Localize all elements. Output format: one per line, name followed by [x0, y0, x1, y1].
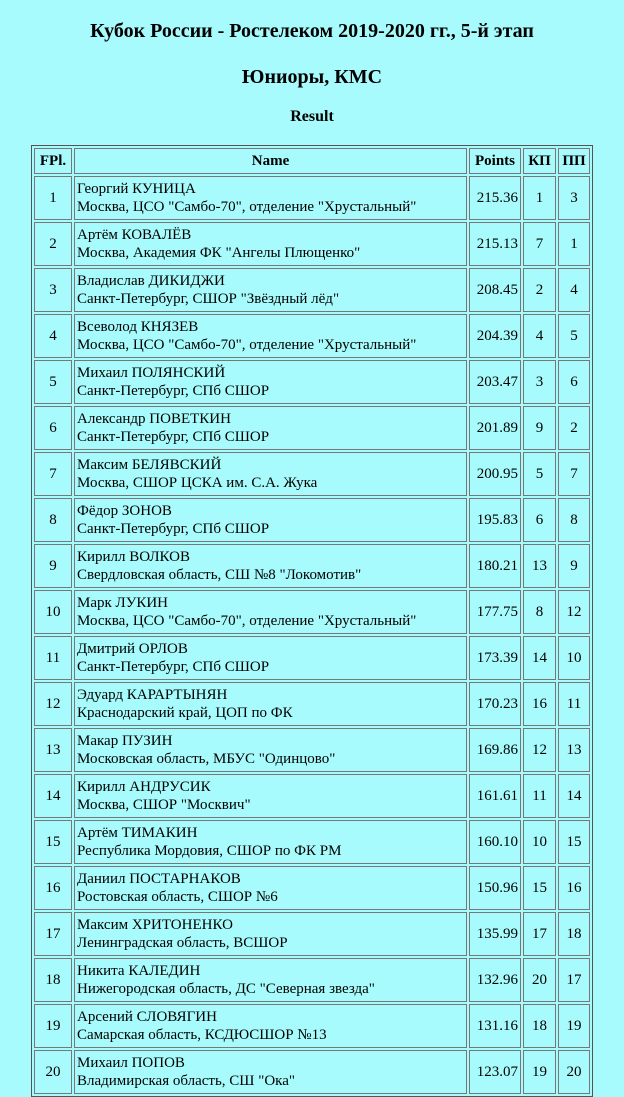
- place-cell: 13: [34, 728, 72, 772]
- skater-name: Даниил ПОСТАРНАКОВ: [77, 871, 241, 887]
- skater-cell: [74, 268, 467, 312]
- points-cell: 169.86: [469, 728, 521, 772]
- points-cell: 203.47: [469, 360, 521, 404]
- table-header-row: [34, 148, 590, 174]
- skater-club: Москва, ЦСО "Самбо-70", отделение "Хрустальный": [77, 337, 417, 353]
- table-row: [34, 1004, 590, 1048]
- points-cell: 177.75: [469, 590, 521, 634]
- skater-club: Москва, ЦСО "Самбо-70", отделение "Хрустальный": [77, 199, 417, 215]
- skater-club: Санкт-Петербург, СПб СШОР: [77, 429, 270, 445]
- points-cell: 131.16: [469, 1004, 521, 1048]
- skater-name: Макар ПУЗИН: [77, 733, 173, 749]
- points-cell: 150.96: [469, 866, 521, 910]
- points-cell: 200.95: [469, 452, 521, 496]
- points-cell: 201.89: [469, 406, 521, 450]
- skater-name: Марк ЛУКИН: [77, 595, 168, 611]
- pp-cell: 15: [558, 820, 590, 864]
- place-cell: 1: [34, 176, 72, 220]
- page-title: Кубок России - Ростелеком 2019-2020 гг., 5-й этап: [90, 20, 534, 42]
- skater-name: Арсений СЛОВЯГИН: [77, 1009, 217, 1025]
- table-row: [34, 682, 590, 726]
- table-row: [34, 820, 590, 864]
- place-cell: 18: [34, 958, 72, 1002]
- kp-cell: 7: [523, 222, 556, 266]
- points-cell: 180.21: [469, 544, 521, 588]
- pp-cell: 1: [558, 222, 590, 266]
- kp-cell: 17: [523, 912, 556, 956]
- place-cell: 15: [34, 820, 72, 864]
- table-row: [34, 636, 590, 680]
- skater-cell: [74, 176, 467, 220]
- points-cell: 160.10: [469, 820, 521, 864]
- skater-cell: [74, 682, 467, 726]
- pp-cell: 18: [558, 912, 590, 956]
- points-cell: 215.13: [469, 222, 521, 266]
- skater-cell: [74, 866, 467, 910]
- place-cell: 10: [34, 590, 72, 634]
- pp-cell: 8: [558, 498, 590, 542]
- place-cell: 5: [34, 360, 72, 404]
- points-cell: 170.23: [469, 682, 521, 726]
- skater-name: Дмитрий ОРЛОВ: [77, 641, 188, 657]
- pp-cell: 4: [558, 268, 590, 312]
- pp-cell: 16: [558, 866, 590, 910]
- kp-cell: 3: [523, 360, 556, 404]
- kp-cell: 5: [523, 452, 556, 496]
- place-cell: 16: [34, 866, 72, 910]
- table-row: [34, 222, 590, 266]
- place-cell: 20: [34, 1050, 72, 1094]
- skater-club: Ростовская область, СШОР №6: [77, 889, 278, 905]
- skater-name: Никита КАЛЕДИН: [77, 963, 201, 979]
- table-row: [34, 912, 590, 956]
- table-row: [34, 544, 590, 588]
- skater-name: Кирилл ВОЛКОВ: [77, 549, 191, 565]
- column-header-name: Name: [74, 148, 467, 174]
- place-cell: 17: [34, 912, 72, 956]
- skater-club: Санкт-Петербург, СПб СШОР: [77, 521, 270, 537]
- kp-cell: 1: [523, 176, 556, 220]
- section-title: Result: [290, 108, 334, 125]
- kp-cell: 20: [523, 958, 556, 1002]
- kp-cell: 6: [523, 498, 556, 542]
- points-cell: 173.39: [469, 636, 521, 680]
- kp-cell: 18: [523, 1004, 556, 1048]
- table-row: [34, 360, 590, 404]
- skater-name: Кирилл АНДРУСИК: [77, 779, 211, 795]
- points-cell: 204.39: [469, 314, 521, 358]
- pp-cell: 14: [558, 774, 590, 818]
- table-row: [34, 314, 590, 358]
- pp-cell: 7: [558, 452, 590, 496]
- skater-cell: [74, 820, 467, 864]
- skater-club: Московская область, МБУС "Одинцово": [77, 751, 336, 767]
- skater-name: Александр ПОВЕТКИН: [77, 411, 231, 427]
- table-row: [34, 590, 590, 634]
- skater-name: Артём ТИМАКИН: [77, 825, 198, 841]
- pp-cell: 5: [558, 314, 590, 358]
- skater-cell: [74, 1004, 467, 1048]
- skater-name: Михаил ПОПОВ: [77, 1055, 185, 1071]
- column-header-kp: КП: [523, 148, 556, 174]
- category-title: Юниоры, КМС: [241, 66, 383, 88]
- points-cell: 208.45: [469, 268, 521, 312]
- skater-name: Георгий КУНИЦА: [77, 181, 196, 197]
- kp-cell: 14: [523, 636, 556, 680]
- place-cell: 19: [34, 1004, 72, 1048]
- skater-cell: [74, 222, 467, 266]
- pp-cell: 17: [558, 958, 590, 1002]
- skater-cell: [74, 498, 467, 542]
- column-header-points: Points: [469, 148, 521, 174]
- skater-name: Максим ХРИТОНЕНКО: [77, 917, 233, 933]
- table-row: [34, 176, 590, 220]
- points-cell: 123.07: [469, 1050, 521, 1094]
- points-cell: 132.96: [469, 958, 521, 1002]
- skater-club: Москва, ЦСО "Самбо-70", отделение "Хрустальный": [77, 613, 417, 629]
- pp-cell: 11: [558, 682, 590, 726]
- table-row: [34, 498, 590, 542]
- kp-cell: 9: [523, 406, 556, 450]
- kp-cell: 13: [523, 544, 556, 588]
- skater-cell: [74, 636, 467, 680]
- skater-name: Артём КОВАЛЁВ: [77, 227, 192, 243]
- skater-cell: [74, 406, 467, 450]
- skater-name: Фёдор ЗОНОВ: [77, 503, 172, 519]
- kp-cell: 4: [523, 314, 556, 358]
- skater-cell: [74, 360, 467, 404]
- skater-club: Санкт-Петербург, СШОР "Звёздный лёд": [77, 291, 340, 307]
- kp-cell: 15: [523, 866, 556, 910]
- skater-club: Москва, СШОР ЦСКА им. С.А. Жука: [77, 475, 318, 491]
- skater-cell: [74, 452, 467, 496]
- skater-club: Краснодарский край, ЦОП по ФК: [77, 705, 293, 721]
- pp-cell: 6: [558, 360, 590, 404]
- kp-cell: 19: [523, 1050, 556, 1094]
- table-row: [34, 1050, 590, 1094]
- place-cell: 11: [34, 636, 72, 680]
- skater-club: Москва, СШОР "Москвич": [77, 797, 251, 813]
- skater-club: Нижегородская область, ДС "Северная звезда": [77, 981, 375, 997]
- column-header-pp: ПП: [558, 148, 590, 174]
- pp-cell: 9: [558, 544, 590, 588]
- skater-cell: [74, 958, 467, 1002]
- skater-club: Санкт-Петербург, СПб СШОР: [77, 383, 270, 399]
- place-cell: 8: [34, 498, 72, 542]
- skater-club: Москва, Академия ФК "Ангелы Плющенко": [77, 245, 361, 261]
- skater-club: Самарская область, КСДЮСШОР №13: [77, 1027, 327, 1043]
- skater-cell: [74, 728, 467, 772]
- table-row: [34, 406, 590, 450]
- table-row: [34, 268, 590, 312]
- skater-cell: [74, 590, 467, 634]
- kp-cell: 16: [523, 682, 556, 726]
- points-cell: 195.83: [469, 498, 521, 542]
- skater-name: Владислав ДИКИДЖИ: [77, 273, 225, 289]
- table-row: [34, 452, 590, 496]
- place-cell: 3: [34, 268, 72, 312]
- points-cell: 215.36: [469, 176, 521, 220]
- pp-cell: 3: [558, 176, 590, 220]
- place-cell: 14: [34, 774, 72, 818]
- skater-cell: [74, 912, 467, 956]
- skater-club: Свердловская область, СШ №8 "Локомотив": [77, 567, 362, 583]
- place-cell: 12: [34, 682, 72, 726]
- results-table: [31, 145, 593, 1097]
- skater-cell: [74, 544, 467, 588]
- pp-cell: 19: [558, 1004, 590, 1048]
- skater-name: Михаил ПОЛЯНСКИЙ: [77, 365, 226, 381]
- table-row: [34, 774, 590, 818]
- pp-cell: 10: [558, 636, 590, 680]
- place-cell: 9: [34, 544, 72, 588]
- pp-cell: 13: [558, 728, 590, 772]
- points-cell: 135.99: [469, 912, 521, 956]
- kp-cell: 10: [523, 820, 556, 864]
- skater-cell: [74, 314, 467, 358]
- kp-cell: 8: [523, 590, 556, 634]
- skater-name: Максим БЕЛЯВСКИЙ: [77, 457, 222, 473]
- column-header-place: FPl.: [34, 148, 72, 174]
- pp-cell: 20: [558, 1050, 590, 1094]
- place-cell: 7: [34, 452, 72, 496]
- points-cell: 161.61: [469, 774, 521, 818]
- skater-cell: [74, 774, 467, 818]
- place-cell: 2: [34, 222, 72, 266]
- kp-cell: 12: [523, 728, 556, 772]
- table-row: [34, 958, 590, 1002]
- skater-name: Всеволод КНЯЗЕВ: [77, 319, 199, 335]
- skater-club: Ленинградская область, ВСШОР: [77, 935, 288, 951]
- skater-club: Владимирская область, СШ "Ока": [77, 1073, 295, 1089]
- skater-name: Эдуард КАРАРТЫНЯН: [77, 687, 228, 703]
- pp-cell: 2: [558, 406, 590, 450]
- pp-cell: 12: [558, 590, 590, 634]
- place-cell: 4: [34, 314, 72, 358]
- skater-club: Санкт-Петербург, СПб СШОР: [77, 659, 270, 675]
- kp-cell: 11: [523, 774, 556, 818]
- place-cell: 6: [34, 406, 72, 450]
- skater-cell: [74, 1050, 467, 1094]
- table-row: [34, 866, 590, 910]
- table-row: [34, 728, 590, 772]
- kp-cell: 2: [523, 268, 556, 312]
- skater-club: Республика Мордовия, СШОР по ФК РМ: [77, 843, 342, 859]
